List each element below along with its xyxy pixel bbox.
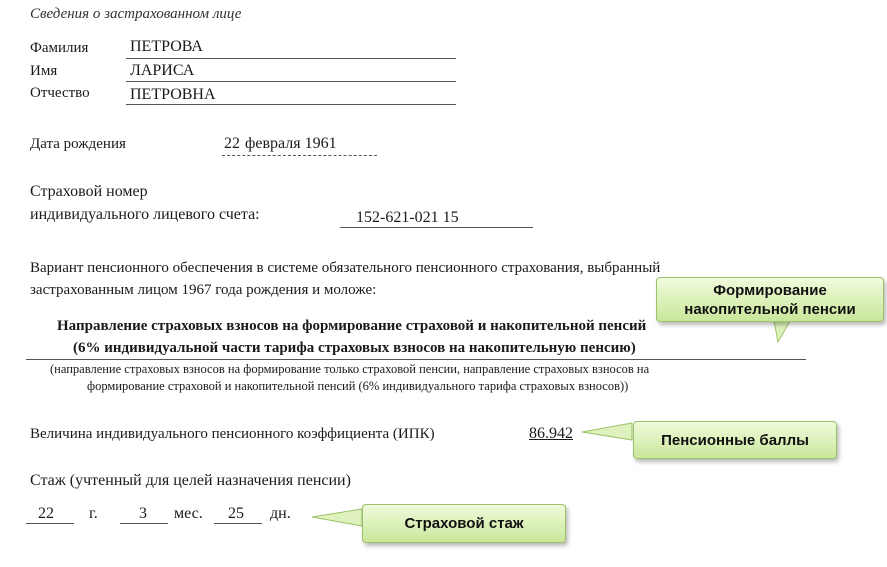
stazh-days-unit: дн. [270,505,291,522]
stazh-months-unit: мес. [174,505,203,522]
stazh-months-underline [120,523,168,524]
pension-variant-selected-line1: Направление страховых взносов на формирование страховой и накопительной пенсий [57,318,647,334]
pension-variant-options-line2: формирование страховой и накопительной пенсий (6% индивидуального тарифа страховых взносов)) [87,379,629,393]
funded-pension-callout-line2: накопительной пенсии [684,300,856,318]
name-value: ЛАРИСА [130,62,195,79]
ipk-value: 86.942 [529,425,573,442]
birth-month-year: февраля 1961 [245,135,337,152]
funded-pension-callout [656,277,884,322]
surname-value: ПЕТРОВА [130,38,203,55]
snils-underline [340,227,533,228]
patronymic-label: Отчество [30,85,90,101]
birth-day: 22 [224,135,240,152]
section-title: Сведения о застрахованном лице [30,6,242,22]
stazh-years-underline [26,523,74,524]
stazh-months: 3 [139,505,147,522]
insurance-record-callout: Страховой стаж [362,504,566,543]
stazh-years-unit: г. [89,505,98,522]
surname-underline [126,58,456,59]
name-underline [126,81,456,82]
stazh-label: Стаж (учтенный для целей назначения пенсии) [30,472,351,489]
stazh-days-underline [214,523,262,524]
pension-variant-text-line1: Вариант пенсионного обеспечения в системе обязательного пенсионного страхования, выбранный [30,260,661,276]
pension-variant-text-line2: застрахованным лицом 1967 года рождения и моложе: [30,282,377,298]
surname-label: Фамилия [30,40,89,56]
pension-variant-options-line1: (направление страховых взносов на формирование только страховой пенсии, направление страховых взносов на [50,362,650,376]
name-label: Имя [30,63,58,79]
pension-points-callout: Пенсионные баллы [633,421,837,459]
patronymic-value: ПЕТРОВНА [130,86,216,103]
funded-pension-callout-line1: Формирование [713,281,827,299]
stazh-years: 22 [38,505,54,522]
stazh-days: 25 [228,505,244,522]
insurance-record-callout-pointer [310,505,370,535]
pension-variant-selected-line2: (6% индивидуальной части тарифа страховых взносов на накопительную пенсию) [73,340,636,356]
birth-date-label: Дата рождения [30,136,126,152]
birth-date-underline [222,155,377,156]
pension-variant-underline [26,359,806,360]
snils-label-line1: Страховой номер [30,183,148,200]
patronymic-underline [126,104,456,105]
snils-value: 152-621-021 15 [356,209,459,226]
snils-label-line2: индивидуального лицевого счета: [30,206,260,223]
pension-points-callout-pointer [580,418,640,448]
ipk-label: Величина индивидуального пенсионного коэффициента (ИПК) [30,426,435,442]
